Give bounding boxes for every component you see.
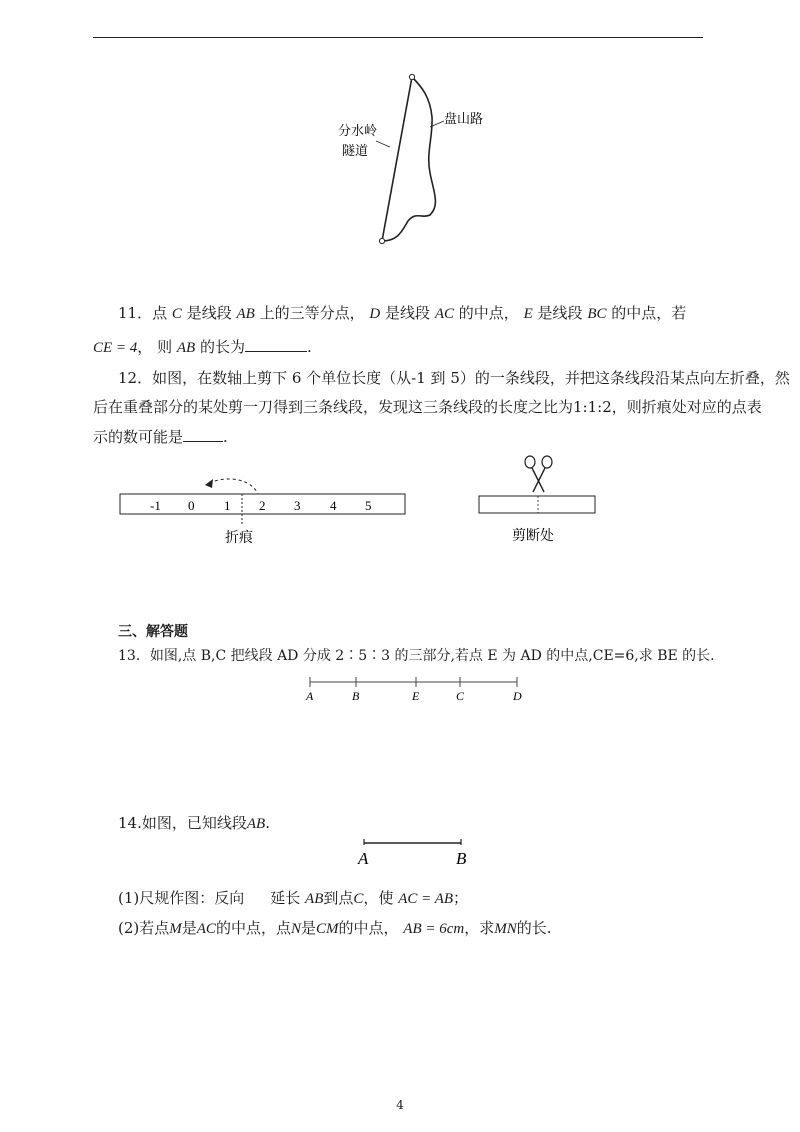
eq-AB-6cm: AB = 6cm bbox=[403, 921, 465, 937]
q12-answer-blank[interactable] bbox=[183, 427, 223, 442]
q11-line2: CE = 4， 则 AB 的长为 . bbox=[93, 338, 312, 356]
q11-answer-blank[interactable] bbox=[245, 337, 307, 352]
tunnel-line bbox=[382, 77, 412, 241]
q13-segment-figure bbox=[300, 672, 530, 704]
q14-label-B: B bbox=[456, 849, 467, 868]
tunnel-leader-line bbox=[376, 141, 390, 147]
var-AB-q14: AB bbox=[246, 816, 266, 832]
fold-label: 折痕 bbox=[225, 531, 253, 546]
tunnel-label-1: 分水岭 bbox=[338, 123, 378, 138]
tunnel-label-2: 隧道 bbox=[342, 143, 369, 158]
header-rule bbox=[93, 37, 703, 38]
q14-segment-figure bbox=[355, 835, 475, 869]
var-AB-2: AB bbox=[176, 340, 196, 356]
q14-part1: (1)尺规作图：反向 延长 AB到点C，使 AC = AB； bbox=[118, 889, 469, 907]
q13-label-E: E bbox=[412, 689, 420, 703]
q14-part2: (2)若点M是AC的中点，点N是CM的中点， AB = 6cm，求MN的长. bbox=[118, 919, 552, 937]
number-line-figure bbox=[115, 468, 415, 548]
cut-strip bbox=[479, 496, 595, 513]
road-label: 盘山路 bbox=[444, 111, 484, 126]
q12-line1: 12．如图，在数轴上剪下 6 个单位长度（从-1 到 5）的一条线段，并把这条线段沿某点向左折叠，然 bbox=[118, 369, 790, 387]
q13-label-D: D bbox=[513, 689, 522, 703]
cut-label: 剪断处 bbox=[512, 529, 554, 544]
cut-figure bbox=[470, 452, 610, 548]
var-AC: AC bbox=[434, 306, 454, 322]
var-D: D bbox=[369, 306, 381, 322]
tunnel-end-top bbox=[409, 74, 414, 79]
q14-label-A: A bbox=[358, 849, 369, 868]
scissors-icon bbox=[525, 456, 552, 492]
eq-CE: CE = 4 bbox=[93, 340, 138, 356]
q13-text: 13．如图,点 B,C 把线段 AD 分成 2∶5∶3 的三部分,若点 E 为 AD 的中点,CE=6,求 BE 的长. bbox=[118, 648, 715, 664]
var-E: E bbox=[523, 306, 533, 322]
q12-line3: 示的数可能是 . bbox=[93, 428, 228, 446]
q13-label-A: A bbox=[306, 689, 314, 703]
tick-label-4: 4 bbox=[330, 498, 337, 513]
var-AB: AB bbox=[236, 306, 255, 322]
fold-arrow-head bbox=[205, 479, 213, 488]
tick-label-neg1: -1 bbox=[150, 498, 161, 513]
mountain-road-figure bbox=[330, 65, 530, 255]
fold-arrow-arc bbox=[207, 479, 259, 496]
tick-label-1: 1 bbox=[224, 498, 231, 513]
q13-label-B: B bbox=[352, 689, 360, 703]
var-C: C bbox=[171, 306, 182, 322]
page-number: 4 bbox=[396, 1098, 404, 1112]
q11-number: 11． bbox=[118, 304, 153, 322]
q11-line1: 11．点 C 是线段 AB 上的三等分点， D 是线段 AC 的中点， E 是线段 BC 的中点，若 bbox=[118, 304, 687, 322]
mountain-road-path bbox=[382, 77, 435, 241]
q13-label-C: C bbox=[456, 689, 465, 703]
eq-AC-AB: AC = AB bbox=[398, 891, 454, 907]
q12-ratio: 1:1:2 bbox=[573, 398, 612, 416]
q14-line1: 14.如图，已知线段AB. bbox=[118, 814, 270, 832]
section-title: 三、解答题 bbox=[118, 624, 188, 640]
tick-label-0: 0 bbox=[188, 498, 195, 513]
tunnel-end-bottom bbox=[379, 238, 384, 243]
var-BC: BC bbox=[587, 306, 607, 322]
tick-label-5: 5 bbox=[365, 498, 372, 513]
tick-label-3: 3 bbox=[294, 498, 301, 513]
tick-label-2: 2 bbox=[259, 498, 266, 513]
q12-line2: 后在重叠部分的某处剪一刀得到三条线段，发现这三条线段的长度之比为1:1:2，则折痕处对应的点表 bbox=[93, 398, 762, 416]
